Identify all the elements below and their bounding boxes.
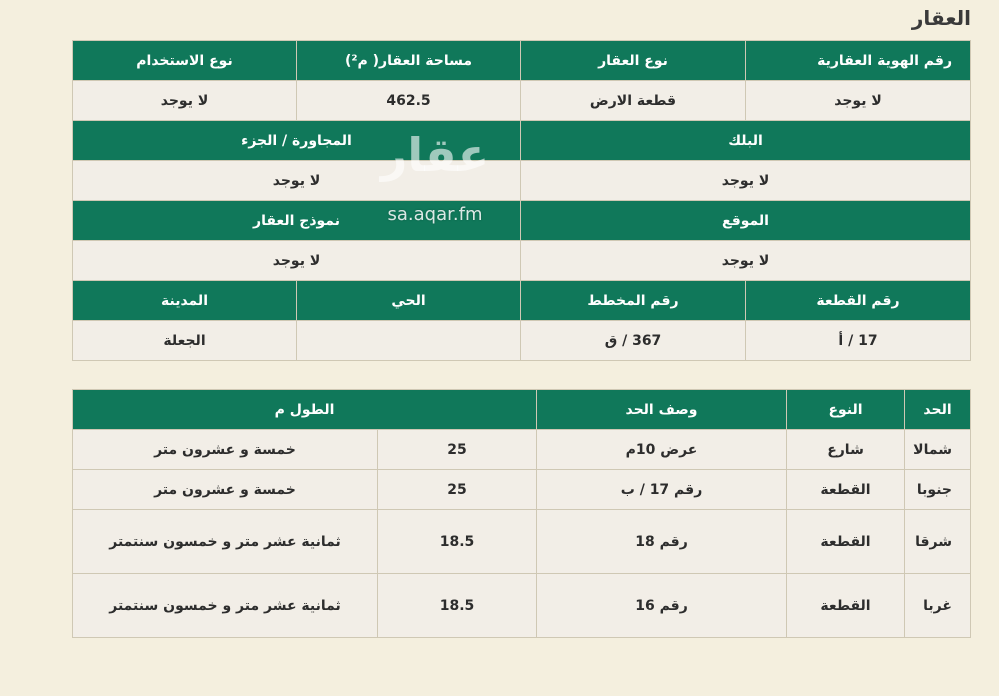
header-plan-number: رقم المخطط xyxy=(521,281,746,321)
value-property-area: 462.5 xyxy=(297,81,521,121)
header-plot-number: رقم القطعة xyxy=(746,281,971,321)
header-usage-type: نوع الاستخدام xyxy=(73,41,297,81)
watermark-logo: عقار xyxy=(380,128,490,182)
cell-description: عرض 10م xyxy=(537,430,787,470)
cell-length-text: ثمانية عشر متر و خمسون سنتمتر xyxy=(73,574,378,638)
value-property-type: قطعة الارض xyxy=(521,81,746,121)
header-property-model: نموذج العقار xyxy=(73,201,521,241)
value-row xyxy=(73,321,971,361)
header-city: المدينة xyxy=(73,281,297,321)
cell-length: 18.5 xyxy=(378,510,537,574)
cell-length-text: خمسة و عشرون متر xyxy=(73,470,378,510)
cell-side: شمالا xyxy=(905,430,971,470)
value-location: لا يوجد xyxy=(521,241,971,281)
cell-side: جنوبا xyxy=(905,470,971,510)
cell-description: رقم 18 xyxy=(537,510,787,574)
header-row xyxy=(73,41,971,81)
header-property-area: مساحة العقار( م²) xyxy=(297,41,521,81)
value-property-model: لا يوجد xyxy=(73,241,521,281)
value-plot-number: 17 / أ xyxy=(746,321,971,361)
watermark-url: sa.aqar.fm xyxy=(387,204,483,225)
cell-length-text: خمسة و عشرون متر xyxy=(73,430,378,470)
value-neighborhood-part: لا يوجد xyxy=(73,161,521,201)
header-property-type: نوع العقار xyxy=(521,41,746,81)
header-neighborhood-part: المجاورة / الجزء xyxy=(73,121,521,161)
header-location: الموقع xyxy=(521,201,971,241)
page-title: العقار xyxy=(911,6,971,30)
header-boundary-description: وصف الحد xyxy=(537,390,787,430)
header-length: الطول م xyxy=(73,390,537,430)
header-property-id: رقم الهوية العقارية xyxy=(746,41,971,81)
cell-description: رقم 16 xyxy=(537,574,787,638)
value-block: لا يوجد xyxy=(521,161,971,201)
header-block: البلك xyxy=(521,121,971,161)
property-info-table xyxy=(72,40,971,361)
header-row xyxy=(73,390,971,430)
cell-side: غربا xyxy=(905,574,971,638)
cell-type: القطعة xyxy=(787,510,905,574)
header-district: الحي xyxy=(297,281,521,321)
table-row xyxy=(73,430,971,470)
table-row xyxy=(73,574,971,638)
cell-length: 25 xyxy=(378,430,537,470)
value-row xyxy=(73,161,971,201)
value-plan-number: 367 / ق xyxy=(521,321,746,361)
header-boundary: الحد xyxy=(905,390,971,430)
cell-type: القطعة xyxy=(787,574,905,638)
value-row xyxy=(73,81,971,121)
table-row xyxy=(73,470,971,510)
cell-length-text: ثمانية عشر متر و خمسون سنتمتر xyxy=(73,510,378,574)
cell-length: 25 xyxy=(378,470,537,510)
header-row xyxy=(73,121,971,161)
value-property-id: لا يوجد xyxy=(746,81,971,121)
value-district xyxy=(297,321,521,361)
cell-length: 18.5 xyxy=(378,574,537,638)
cell-description: رقم 17 / ب xyxy=(537,470,787,510)
value-city: الجعلة xyxy=(73,321,297,361)
cell-type: شارع xyxy=(787,430,905,470)
header-row xyxy=(73,201,971,241)
boundaries-table xyxy=(72,389,971,638)
header-row xyxy=(73,281,971,321)
value-row xyxy=(73,241,971,281)
table-row xyxy=(73,510,971,574)
cell-side: شرقا xyxy=(905,510,971,574)
cell-type: القطعة xyxy=(787,470,905,510)
value-usage-type: لا يوجد xyxy=(73,81,297,121)
header-type: النوع xyxy=(787,390,905,430)
